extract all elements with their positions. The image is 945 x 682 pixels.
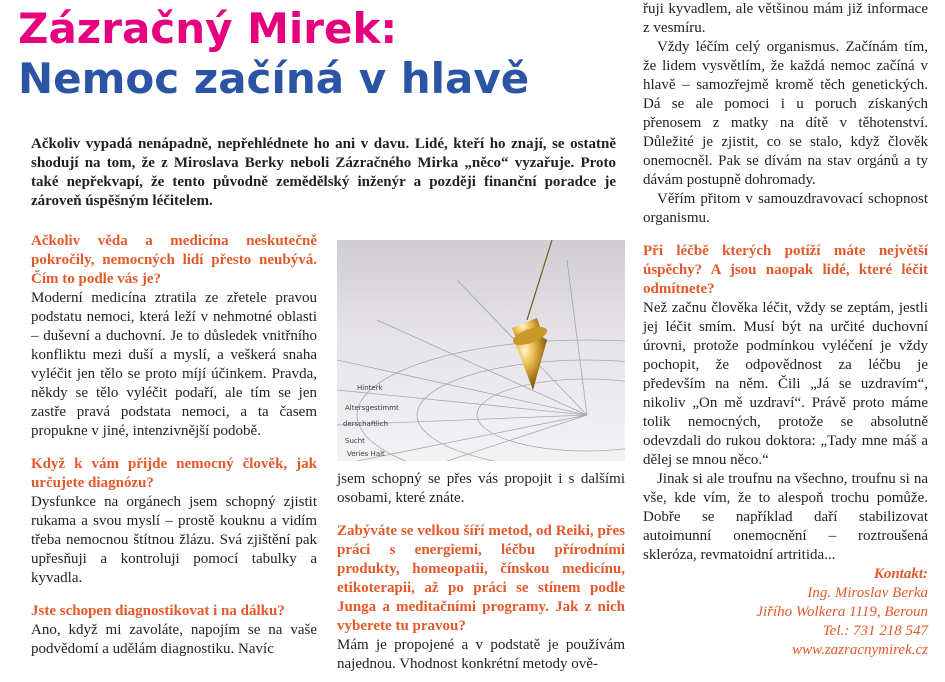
chart-label: derschaftlich: [343, 420, 389, 428]
chart-label: Sucht: [345, 437, 365, 445]
column-right: [643, 0, 928, 660]
column-middle: [337, 470, 625, 674]
article-lead: Ačkoliv vypadá nenápadně, nepřehlédnete ho ani v davu. Lidé, kteří ho znají, se ostatně shodují na tom, že z Miroslava Berky neboli Zázračného Mirka „něco“ vyzařuje. Proto také nepřekvapí, že tento původně zemědělský inženýr a později finanční poradce je zároveň úspěšným léčitelem.: [31, 136, 616, 209]
interview-answer: Dysfunkce na orgánech jsem schopný zjistit rukama a svou myslí – prostě kouknu a vidím třeba nemocnou štítnou žlázu. Svá zjištění pak upřesňuji a kontroluji pomocí tabulky a kyvadla.: [31, 494, 317, 586]
contact-name: Ing. Miroslav Berka: [807, 585, 928, 601]
interview-answer: Věřím přitom v samouzdravovací schopnost organismu.: [643, 191, 928, 226]
article-title-line2: Nemoc začíná v hlavě: [18, 54, 530, 103]
contact-web-link[interactable]: www.zazracnymirek.cz: [792, 642, 928, 658]
interview-answer: jsem schopný se přes vás propojit i s dalšími osobami, které znáte.: [337, 471, 625, 506]
pendulum-photo: [337, 240, 625, 461]
interview-question: Jste schopen diagnostikovat i na dálku?: [31, 603, 285, 619]
interview-question: Při léčbě kterých potíží máte největší úspěchy? A jsou naopak lidé, které léčit odmítnete?: [643, 243, 928, 297]
interview-question: Když k vám přijde nemocný člověk, jak určujete diagnózu?: [31, 456, 317, 491]
chart-label: Veries Halt: [347, 450, 385, 458]
interview-answer: Než začnu člověka léčit, vždy se zeptám, jestli jej léčit smím. Musí být na určité duchovní úrovni, protože podmínkou vyléčení je vždy pochopit, že odpovědnost za léčbu je především na něm. Čili „Já se uzdravím“, nikoliv „On mě uzdraví“. Právě proto máme tolik nemocných, protože se absolutně odevzdali do rukou doktora: „Tady mne máš a dělej se mnou něco.“: [643, 300, 928, 468]
interview-answer: řuji kyvadlem, ale většinou mám již informace z vesmíru.: [643, 1, 928, 36]
interview-answer: Moderní medicína ztratila ze zřetele pravou podstatu nemoci, která leží v nehmotné oblasti – duševní a duchovní. Je to důsledek vnitřního konfliktu mezi duší a myslí, a veškerá snaha vyléčit jen tělo se proto míjí účinkem. Pravda, někdy se tělo vyléčit podaří, ale tím se jen zastře pravá podstata nemoci, a ta časem propukne v jiné, intenzivnější podobě.: [31, 290, 317, 439]
interview-answer: Ano, když mi zavoláte, napojím se na vaše podvědomí a udělám diagnostiku. Navíc: [31, 622, 317, 657]
interview-question: Zabýváte se velkou šíří metod, od Reiki, přes práci s energiemi, léčbu přírodními produkty, homeopatii, čínskou medicínu, etikoterapii, až po práci se stínem podle Junga a meditačními programy. Jak z nich vyberete tu pravou?: [337, 523, 625, 634]
interview-answer: Vždy léčím celý organismus. Začínám tím, že lidem vysvětlím, že každá nemoc začíná v hlavě – samozřejmě kromě těch genetických. Dá se ale pomoci i u poruch získaných přenosem z matky na dítě v těhotenství. Důležité je zjistit, co se stalo, když člověk onemocněl. Pak se dívám na stav orgánů a ty dávám postupně dohromady.: [643, 39, 928, 188]
chart-label: Hinterk: [357, 384, 383, 392]
interview-answer: Jinak si ale troufnu na všechno, troufnu si na vše, kde vím, že to alespoň trochu pomůže. Dobře se například daří stabilizovat autoimunní onemocnění – roztroušená skleróza, revmatoidní artritida...: [643, 471, 928, 563]
article-title-line1: Zázračný Mirek:: [18, 4, 398, 53]
column-left: [31, 232, 317, 659]
contact-address: Jiřího Wolkera 1119, Beroun: [756, 604, 928, 620]
contact-heading: Kontakt:: [873, 566, 928, 582]
chart-label: Altersgestimmt: [345, 404, 399, 412]
contact-box: [643, 565, 928, 660]
interview-answer: Mám je propojené a v podstatě je používám najednou. Vhodnost konkrétní metody ově-: [337, 637, 625, 672]
interview-question: Ačkoliv věda a medicína neskutečně pokročily, nemocných lidí přesto neubývá. Čím to podle vás je?: [31, 233, 317, 287]
contact-phone: Tel.: 731 218 547: [822, 623, 928, 639]
